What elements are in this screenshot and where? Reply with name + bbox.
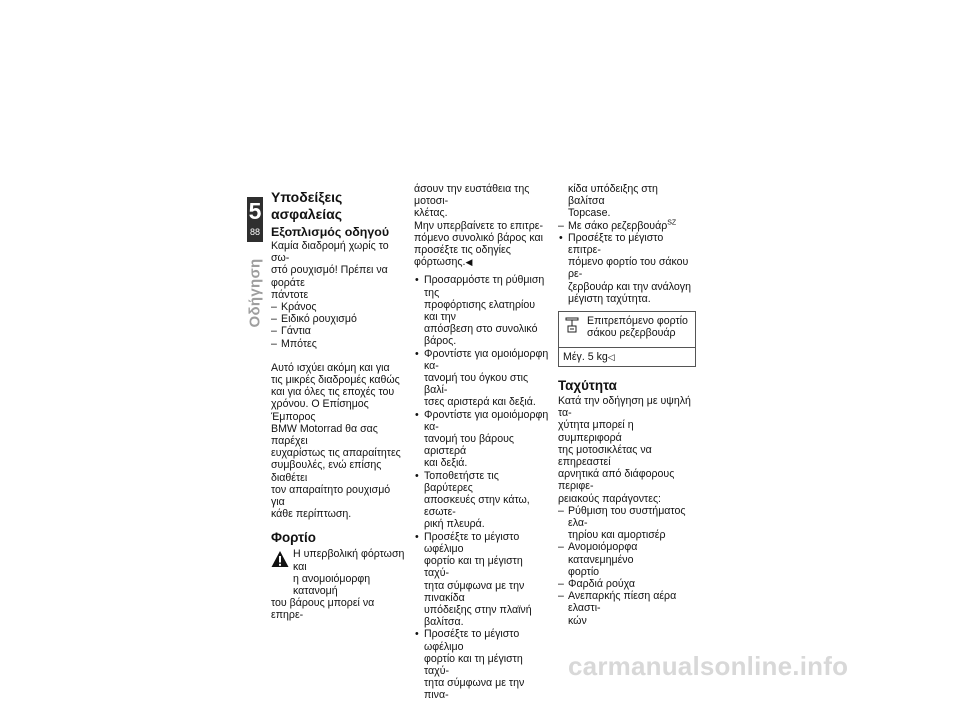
para-line: τις μικρές διαδρομές καθώς — [271, 374, 400, 387]
list-item: – Ανομοιόμορφα κατανεμημένο φορτίο — [558, 541, 638, 578]
list-item: – Με σάκο ρεζερβουάρ$^{SZ}$ — [558, 219, 677, 232]
list-item: • Προσέξτε το μέγιστο επιτρε- πόμενο φορτίο του σάκου ρε- ζερβουάρ και την ανάλογη μέγιστη ταχύτητα. — [559, 231, 691, 305]
para-line: τον απαραίτητο ρουχισμό για — [271, 483, 391, 509]
column-3 — [558, 183, 696, 627]
list-item: – Ανεπαρκής πίεση αέρα ελαστι- κών — [558, 590, 677, 627]
list-item: • Προσέξτε το μέγιστο ωφέλιμο φορτίο και τη μέγιστη ταχύ- τητα σύμφωνα με την πινα- — [415, 628, 525, 702]
para-line: ευχαρίστως τις απαραίτητες — [271, 447, 401, 460]
section-title: Υποδείξεις ασφαλείας — [271, 189, 343, 222]
spec-table — [558, 311, 696, 367]
text-line: Topcase. — [568, 207, 611, 220]
chapter-number: 5 — [248, 198, 262, 224]
spec-label-cell — [559, 312, 695, 348]
list-item: • Προσαρμόστε τη ρύθμιση της προφόρτισης ελατηρίου και την απόσβεση στο συνολικό βάρος. — [415, 274, 545, 348]
list-item: – Γάντια — [271, 325, 311, 338]
text-line: προσέξτε τις οδηγίες φόρτωσης.◀ — [414, 244, 511, 269]
para-line: Κατά την οδήγηση με υψηλή τα- — [558, 395, 691, 420]
warning-line: η ανομοιόμορφη κατανομή — [293, 572, 371, 598]
para-line: της μοτοσικλέτας να επηρεαστεί — [558, 443, 652, 469]
warning-block — [271, 548, 406, 621]
intro-line: πάντοτε — [271, 288, 309, 301]
watermark: carmanualsonline.info — [568, 651, 849, 681]
end-mark-icon: ◀ — [465, 257, 473, 268]
text-line: άσουν την ευστάθεια της μοτοσι- — [414, 183, 530, 208]
para-line: BMW Motorrad θα σας παρέχει — [271, 422, 378, 448]
para-line: αρνητικά από διάφορους περιφε- — [558, 468, 675, 493]
text-line: πόμενο συνολικό βάρος και — [414, 231, 543, 244]
list-item: • Τοποθετήστε τις βαρύτερες αποσκευές στην κάτω, εσωτε- ρική πλευρά. — [415, 469, 530, 531]
list-item: – Μπότες — [271, 337, 317, 350]
speed-heading: Ταχύτητα — [558, 378, 617, 394]
warning-line: του βάρους μπορεί να επηρε- — [271, 597, 375, 622]
intro-line: στό ρουχισμό! Πρέπει να φοράτε — [271, 264, 388, 289]
list-item: – Ρύθμιση του συστήματος ελα- τηρίου και αμορτισέρ — [558, 504, 686, 542]
text-line: κίδα υπόδειξης στη βαλίτσα — [568, 183, 658, 208]
para-line: χρόνου. Ο Επίσημος Έμπορος — [271, 398, 369, 423]
intro-line: Καμία διαδρομή χωρίς το σω- — [271, 240, 389, 265]
list-item: – Ειδικό ρουχισμό — [271, 313, 357, 326]
column-2 — [414, 183, 549, 702]
para-line: ρειακούς παράγοντες: — [558, 492, 662, 505]
page-number: 88 — [249, 227, 260, 237]
para-line: Αυτό ισχύει ακόμη και για — [271, 361, 390, 374]
spec-label: σάκου ρεζερβουάρ — [587, 327, 676, 340]
warning-line: Η υπερβολική φόρτωση και — [293, 548, 405, 573]
cargo-heading: Φορτίο — [271, 530, 316, 546]
list-item: – Κράνος — [271, 301, 317, 314]
para-line: και για όλες τις εποχές του — [271, 386, 395, 399]
para-line: συμβουλές, ενώ επίσης διαθέτει — [271, 459, 382, 484]
column-1 — [271, 189, 406, 622]
spec-value-cell: Μέγ. 5 kg◁ — [563, 351, 615, 364]
side-chapter-label: Οδήγηση — [246, 258, 264, 328]
para-line: κάθε περίπτωση. — [271, 508, 352, 521]
end-mark-icon: ◁ — [607, 352, 615, 363]
list-item: – Φαρδιά ρούχα — [558, 578, 636, 591]
list-item: • Προσέξτε το μέγιστο ωφέλιμο φορτίο και τη μέγιστη ταχύ- τητα σύμφωνα με την πινακίδα υπόδειξης στην πλαϊνή βαλίτσα. — [415, 530, 532, 629]
spec-label: Επιτρεπόμενο φορτίο — [587, 315, 688, 328]
list-item: • Φροντίστε για ομοιόμορφη κα- τανομή του όγκου στις βαλί- τσες αριστερά και δεξιά. — [415, 347, 549, 409]
warning-icon — [271, 550, 289, 568]
weight-icon — [565, 317, 579, 335]
para-line: χύτητα μπορεί η συμπεριφορά — [558, 419, 634, 444]
text-line: κλέτας. — [414, 207, 448, 220]
list-item: • Φροντίστε για ομοιόμορφη κα- τανομή του βάρους αριστερά και δεξιά. — [415, 408, 549, 470]
text-line: Μην υπερβαίνετε το επιτρε- — [414, 219, 543, 232]
subsection-title: Εξοπλισμός οδηγού — [271, 225, 390, 239]
